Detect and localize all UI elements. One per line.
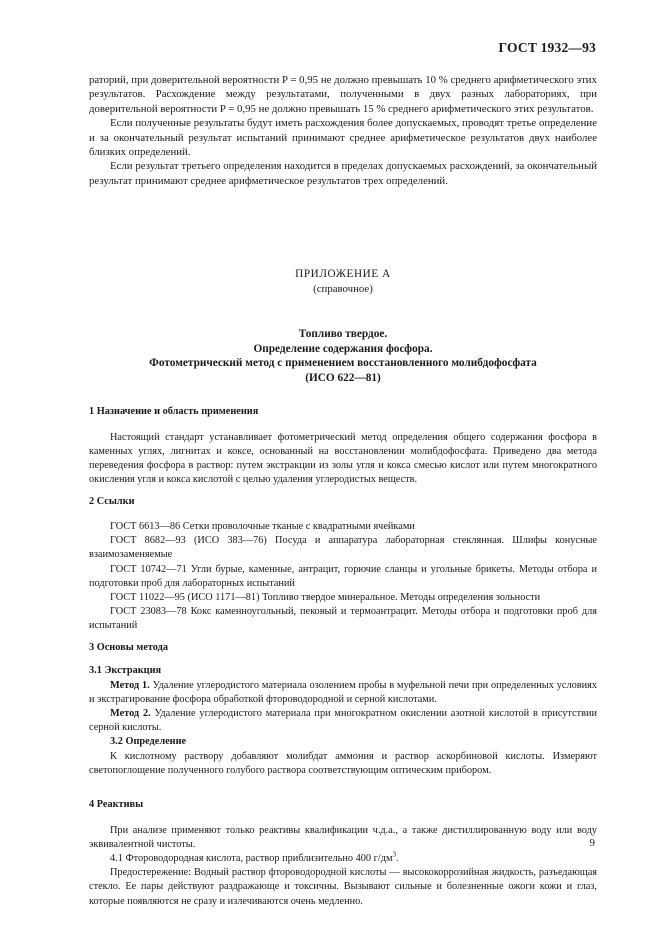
method-2-label: Метод 2. bbox=[110, 707, 151, 719]
appendix-subtitle: (справочное) bbox=[313, 282, 373, 295]
section-1-heading: 1 Назначение и область применения bbox=[89, 406, 259, 418]
intro-paragraph-2: Если полученные результаты будут иметь расхождения более допускаемых, проводят третье определение и за окончательный результат испытаний принимают среднее арифметическое результатов двух наиболее близких определений. bbox=[89, 117, 597, 159]
title-line-1: Топливо твердое. bbox=[298, 328, 388, 341]
item-4-1-superscript: 3 bbox=[392, 850, 396, 859]
intro-paragraph-3: Если результат третьего определения находится в пределах допускаемых расхождений, за окончательный результат принимают среднее арифметическое результатов трех определений. bbox=[89, 160, 597, 187]
appendix-title: ПРИЛОЖЕНИЕ А bbox=[295, 268, 391, 281]
page-number: 9 bbox=[589, 837, 595, 849]
warning-paragraph: Предостережение: Водный раствор фтороводородной кислоты — высококоррозийная жидкость, разъедающая стекло. Ее пары действуют раздражающе и токсичны. Вызывают сильные и болезненные ожоги кожи и глаз, которые появляются не сразу и излечиваются очень медленно. bbox=[89, 867, 597, 907]
title-line-4: (ИСО 622—81) bbox=[305, 371, 381, 384]
item-4-1-end: . bbox=[395, 852, 399, 864]
method-2-paragraph bbox=[89, 707, 597, 735]
intro-paragraph-1: раторий, при доверительной вероятности P = 0,95 не должно превышать 10 % среднего арифметического этих результатов. Расхождение между результатами, полученными в двух разных лабораториях, при доверительной вероятности P = 0,95 не должно превышать 15 % среднего арифметического этих результатов. bbox=[89, 74, 597, 115]
item-4-1-text: 4.1 Фтороводородная кислота, раствор приблизительно 400 г/дм bbox=[110, 852, 393, 864]
document-title bbox=[89, 327, 597, 385]
section-4-heading: 4 Реактивы bbox=[89, 799, 144, 811]
reference-item: ГОСТ 6613—86 Сетки проволочные тканые с квадратными ячейками bbox=[110, 521, 415, 533]
method-1-text: Удаление углеродистого материала озолением пробы в муфельной печи при определенных условиях и экстрагирование фосфора обработкой фтороводородной и серной кислотами. bbox=[89, 679, 597, 705]
section-2-heading: 2 Ссылки bbox=[89, 495, 135, 507]
section-1-text: Настоящий стандарт устанавливает фотометрический метод определения общего содержания фосфора в каменных углях, лигнитах и коксе, основанный на восстановлении молибдофосфата. Приведено два метода переведения фосфора в раствор: путем экстракции из золы угля и кокса смесью кислот или путем многократного окисления угля и кокса кислотой с целью удаления углеродистых веществ. bbox=[89, 431, 597, 486]
section-4-text: При анализе применяют только реактивы квалификации ч.д.а., а также дистиллированную воду или воду эквивалентной чистоты. bbox=[89, 824, 597, 850]
subsection-3-1-heading: 3.1 Экстракция bbox=[89, 665, 162, 677]
running-header: ГОСТ 1932—93 bbox=[498, 40, 596, 55]
method-1-label: Метод 1. bbox=[110, 679, 150, 691]
references-list bbox=[89, 520, 597, 634]
page-content bbox=[89, 73, 597, 909]
subsection-3-2-text: К кислотному раствору добавляют молибдат аммония и раствор аскорбиновой кислоты. Измеряют светопоглощение полученного голубого раствора соответствующим оптическим прибором. bbox=[89, 750, 597, 776]
reference-item: ГОСТ 11022—95 (ИСО 1171—81) Топливо твердое минеральное. Методы определения зольности bbox=[110, 592, 541, 604]
title-line-2: Определение содержания фосфора. bbox=[253, 342, 433, 355]
subsection-3-2-heading: 3.2 Определение bbox=[110, 736, 187, 748]
section-3-heading: 3 Основы метода bbox=[89, 641, 169, 653]
reference-item: ГОСТ 10742—71 Угли бурые, каменные, антрацит, горючие сланцы и угольные брикеты. Методы отбора и подготовки проб для лабораторных испытаний bbox=[89, 563, 597, 589]
method-2-text: Удаление углеродистого материала при многократном окислении азотной кислотой в присутствии серной кислоты. bbox=[89, 707, 598, 734]
reference-item: ГОСТ 23083—78 Кокс каменноугольный, пековый и термоантрацит. Методы отбора и подготовки проб для испытаний bbox=[89, 606, 597, 632]
reference-item: ГОСТ 8682—93 (ИСО 383—76) Посуда и аппаратура лабораторная стеклянная. Шлифы конусные взаимозаменяемые bbox=[89, 535, 597, 561]
method-1-paragraph bbox=[89, 679, 597, 707]
item-4-1 bbox=[89, 852, 597, 866]
title-line-3: Фотометрический метод с применением восстановленного молибдофосфата bbox=[149, 357, 537, 370]
